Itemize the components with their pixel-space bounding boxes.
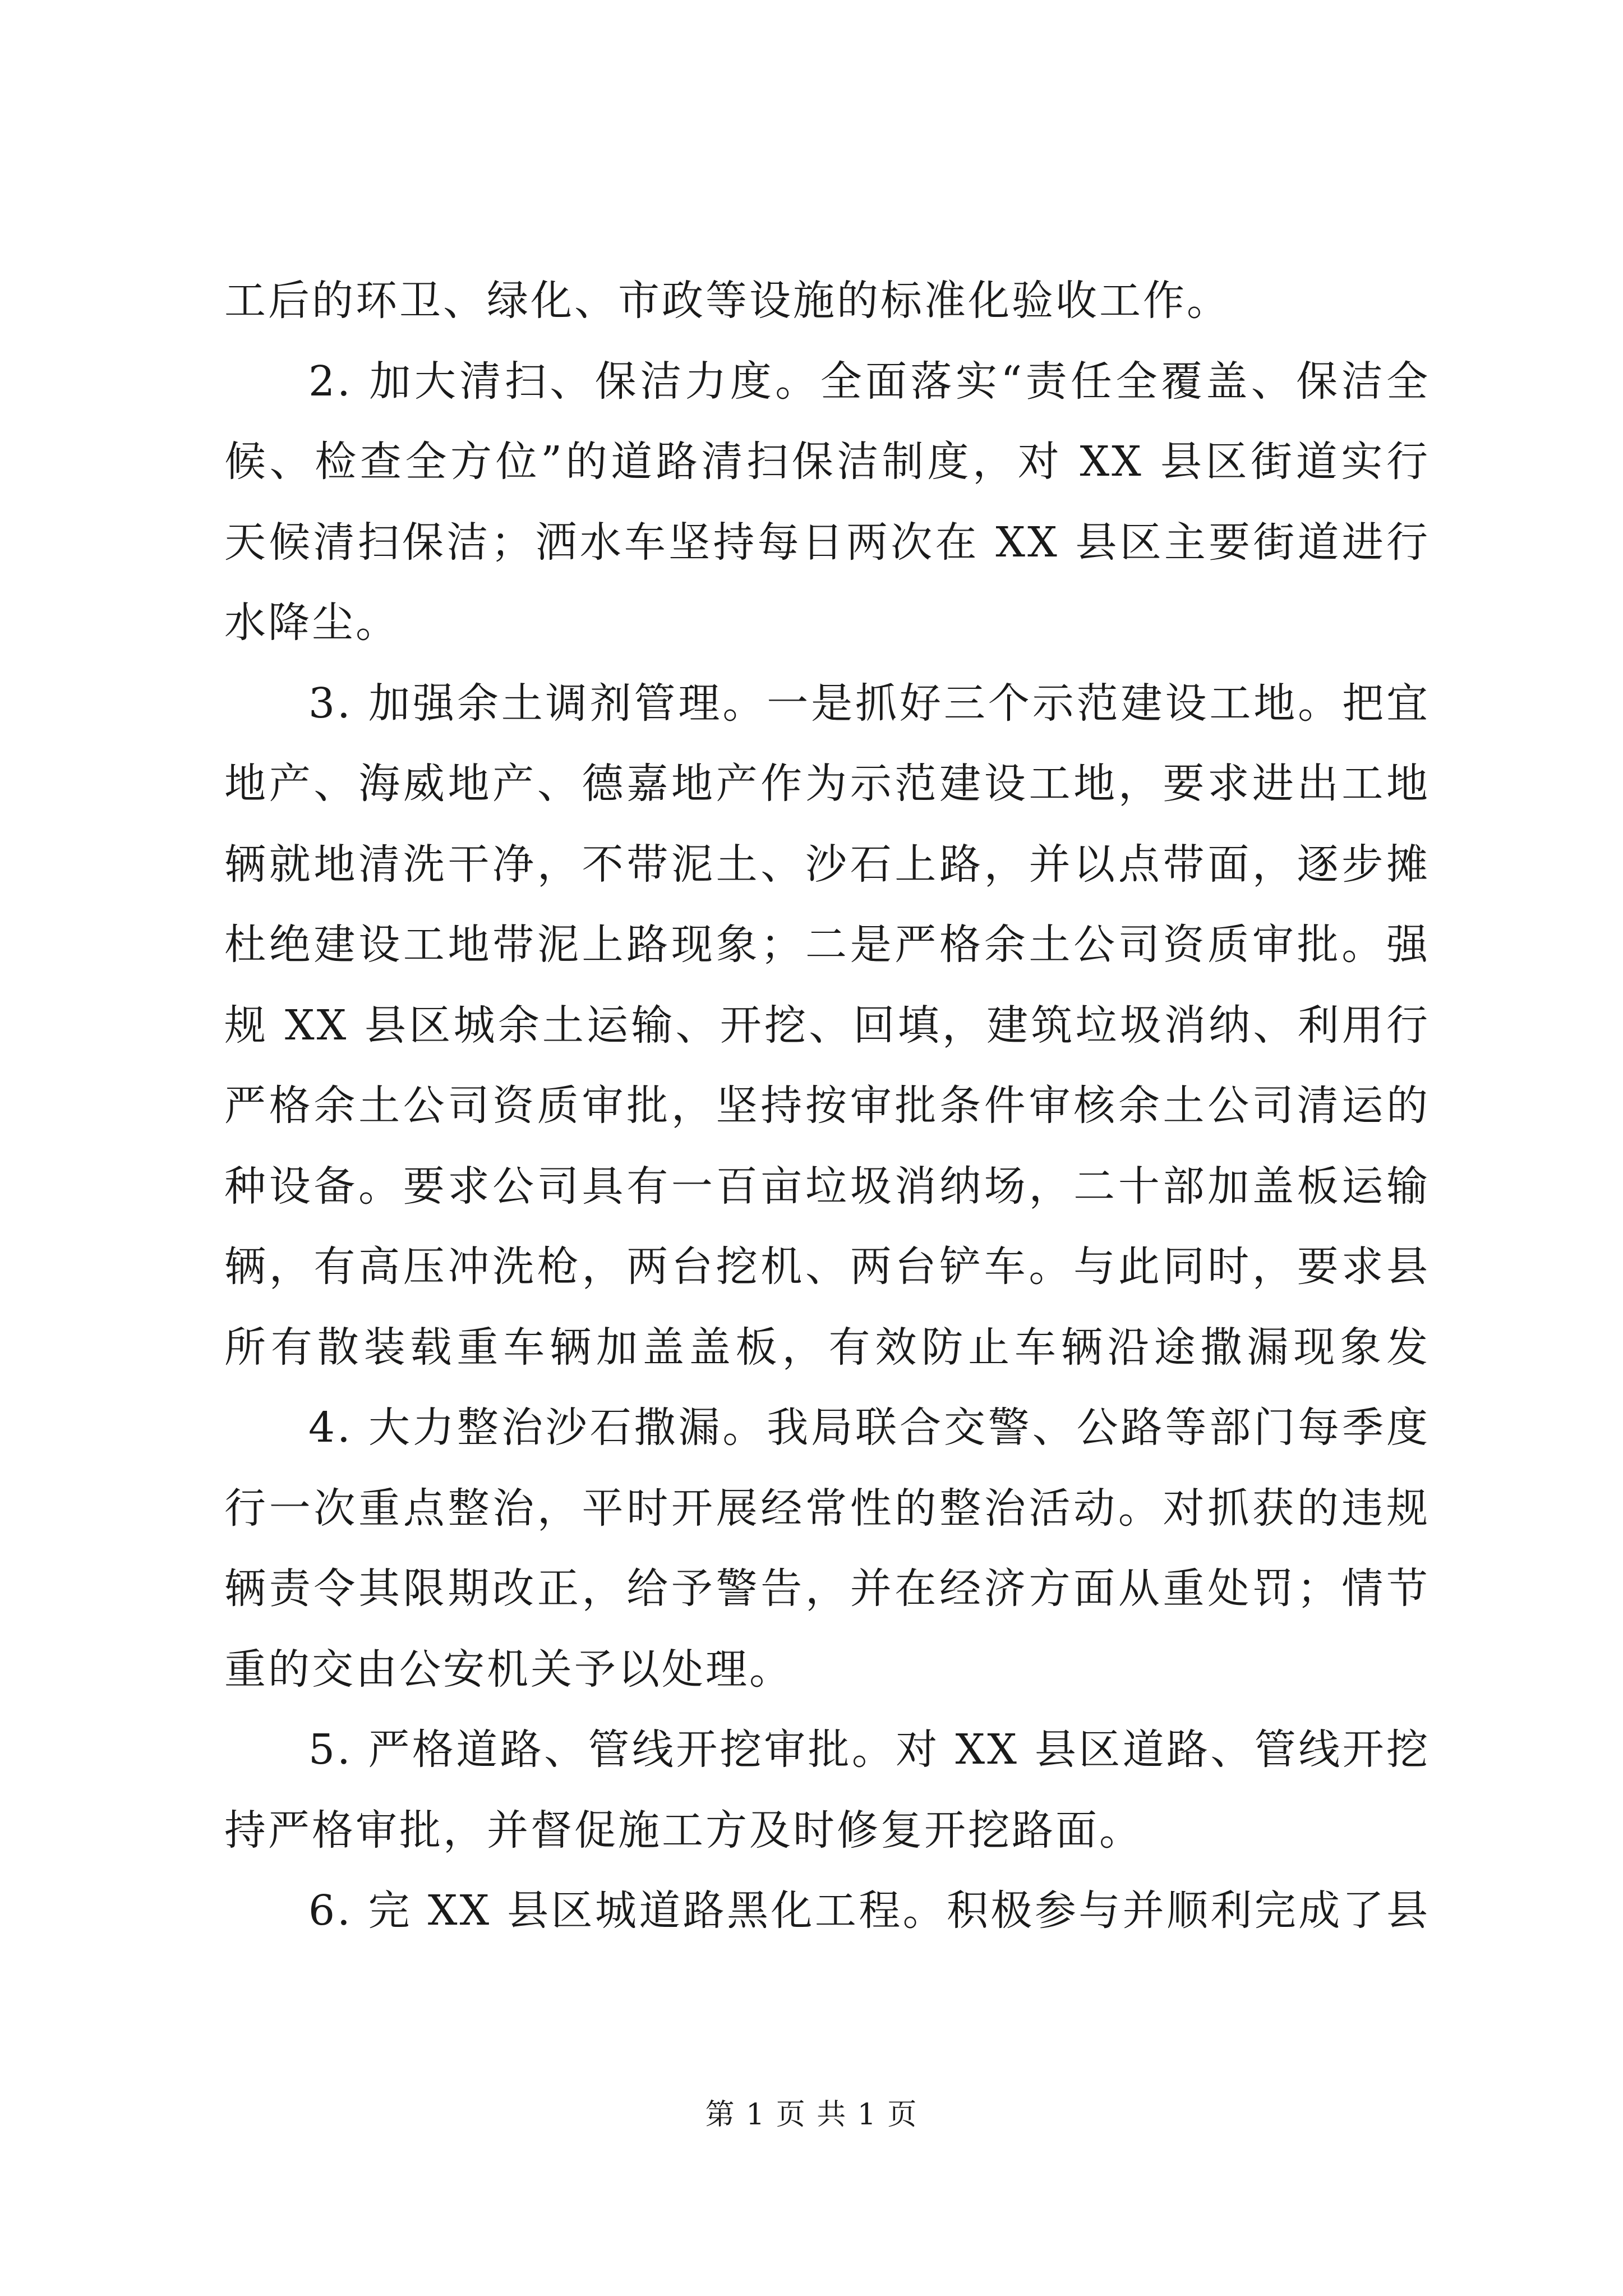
text-line-14: 所有散装载重车辆加盖盖板，有效防止车辆沿途撒漏现象发 <box>224 1323 1430 1372</box>
text-line-16: 行一次重点整治，平时开展经常性的整治活动。对抓获的违规 <box>224 1484 1430 1533</box>
text-line-2: 2. 加大清扫、保洁力度。全面落实“责任全覆盖、保洁全 <box>308 357 1430 406</box>
text-line-11: 严格余土公司资质审批，坚持按审批条件审核余土公司清运的 <box>224 1082 1430 1130</box>
text-line-3: 候、检查全方位”的道路清扫保洁制度，对 XX 县区街道实行 <box>224 438 1430 486</box>
text-line-15: 4. 大力整治沙石撒漏。我局联合交警、公路等部门每季度 <box>308 1404 1430 1452</box>
text-line-5: 水降尘。 <box>224 599 399 647</box>
page-footer <box>0 2095 1623 2134</box>
text-line-20: 持严格审批，并督促施工方及时修复开挖路面。 <box>224 1806 1143 1855</box>
text-line-13: 辆，有高压冲洗枪，两台挖机、两台铲车。与此同时，要求县 <box>224 1243 1430 1291</box>
text-line-6: 3. 加强余土调剂管理。一是抓好三个示范建设工地。把宜 <box>308 679 1430 728</box>
text-line-17: 辆责令其限期改正，给予警告，并在经济方面从重处罚；情节 <box>224 1565 1430 1613</box>
text-line-21: 6. 完 XX 县区城道路黑化工程。积极参与并顺利完成了县 <box>308 1887 1430 1935</box>
text-line-4: 天候清扫保洁；洒水车坚持每日两次在 XX 县区主要街道进行 <box>224 518 1430 567</box>
document-body <box>224 261 1430 1952</box>
text-line-9: 杜绝建设工地带泥上路现象；二是严格余土公司资质审批。强 <box>224 921 1430 969</box>
page-number-label: 第 1 页 共 1 页 <box>705 2098 918 2132</box>
text-line-18: 重的交由公安机关予以处理。 <box>224 1645 793 1694</box>
text-line-19: 5. 严格道路、管线开挖审批。对 XX 县区道路、管线开挖 <box>308 1726 1430 1774</box>
text-line-1: 工后的环卫、绿化、市政等设施的标准化验收工作。 <box>224 277 1230 325</box>
text-line-8: 辆就地清洗干净，不带泥土、沙石上路，并以点带面，逐步摊 <box>224 840 1430 889</box>
text-line-10: 规 XX 县区城余土运输、开挖、回填，建筑垃圾消纳、利用行 <box>224 1001 1430 1050</box>
text-line-12: 种设备。要求公司具有一百亩垃圾消纳场，二十部加盖板运输 <box>224 1162 1430 1211</box>
text-line-7: 地产、海威地产、德嘉地产作为示范建设工地，要求进出工地 <box>224 760 1430 808</box>
